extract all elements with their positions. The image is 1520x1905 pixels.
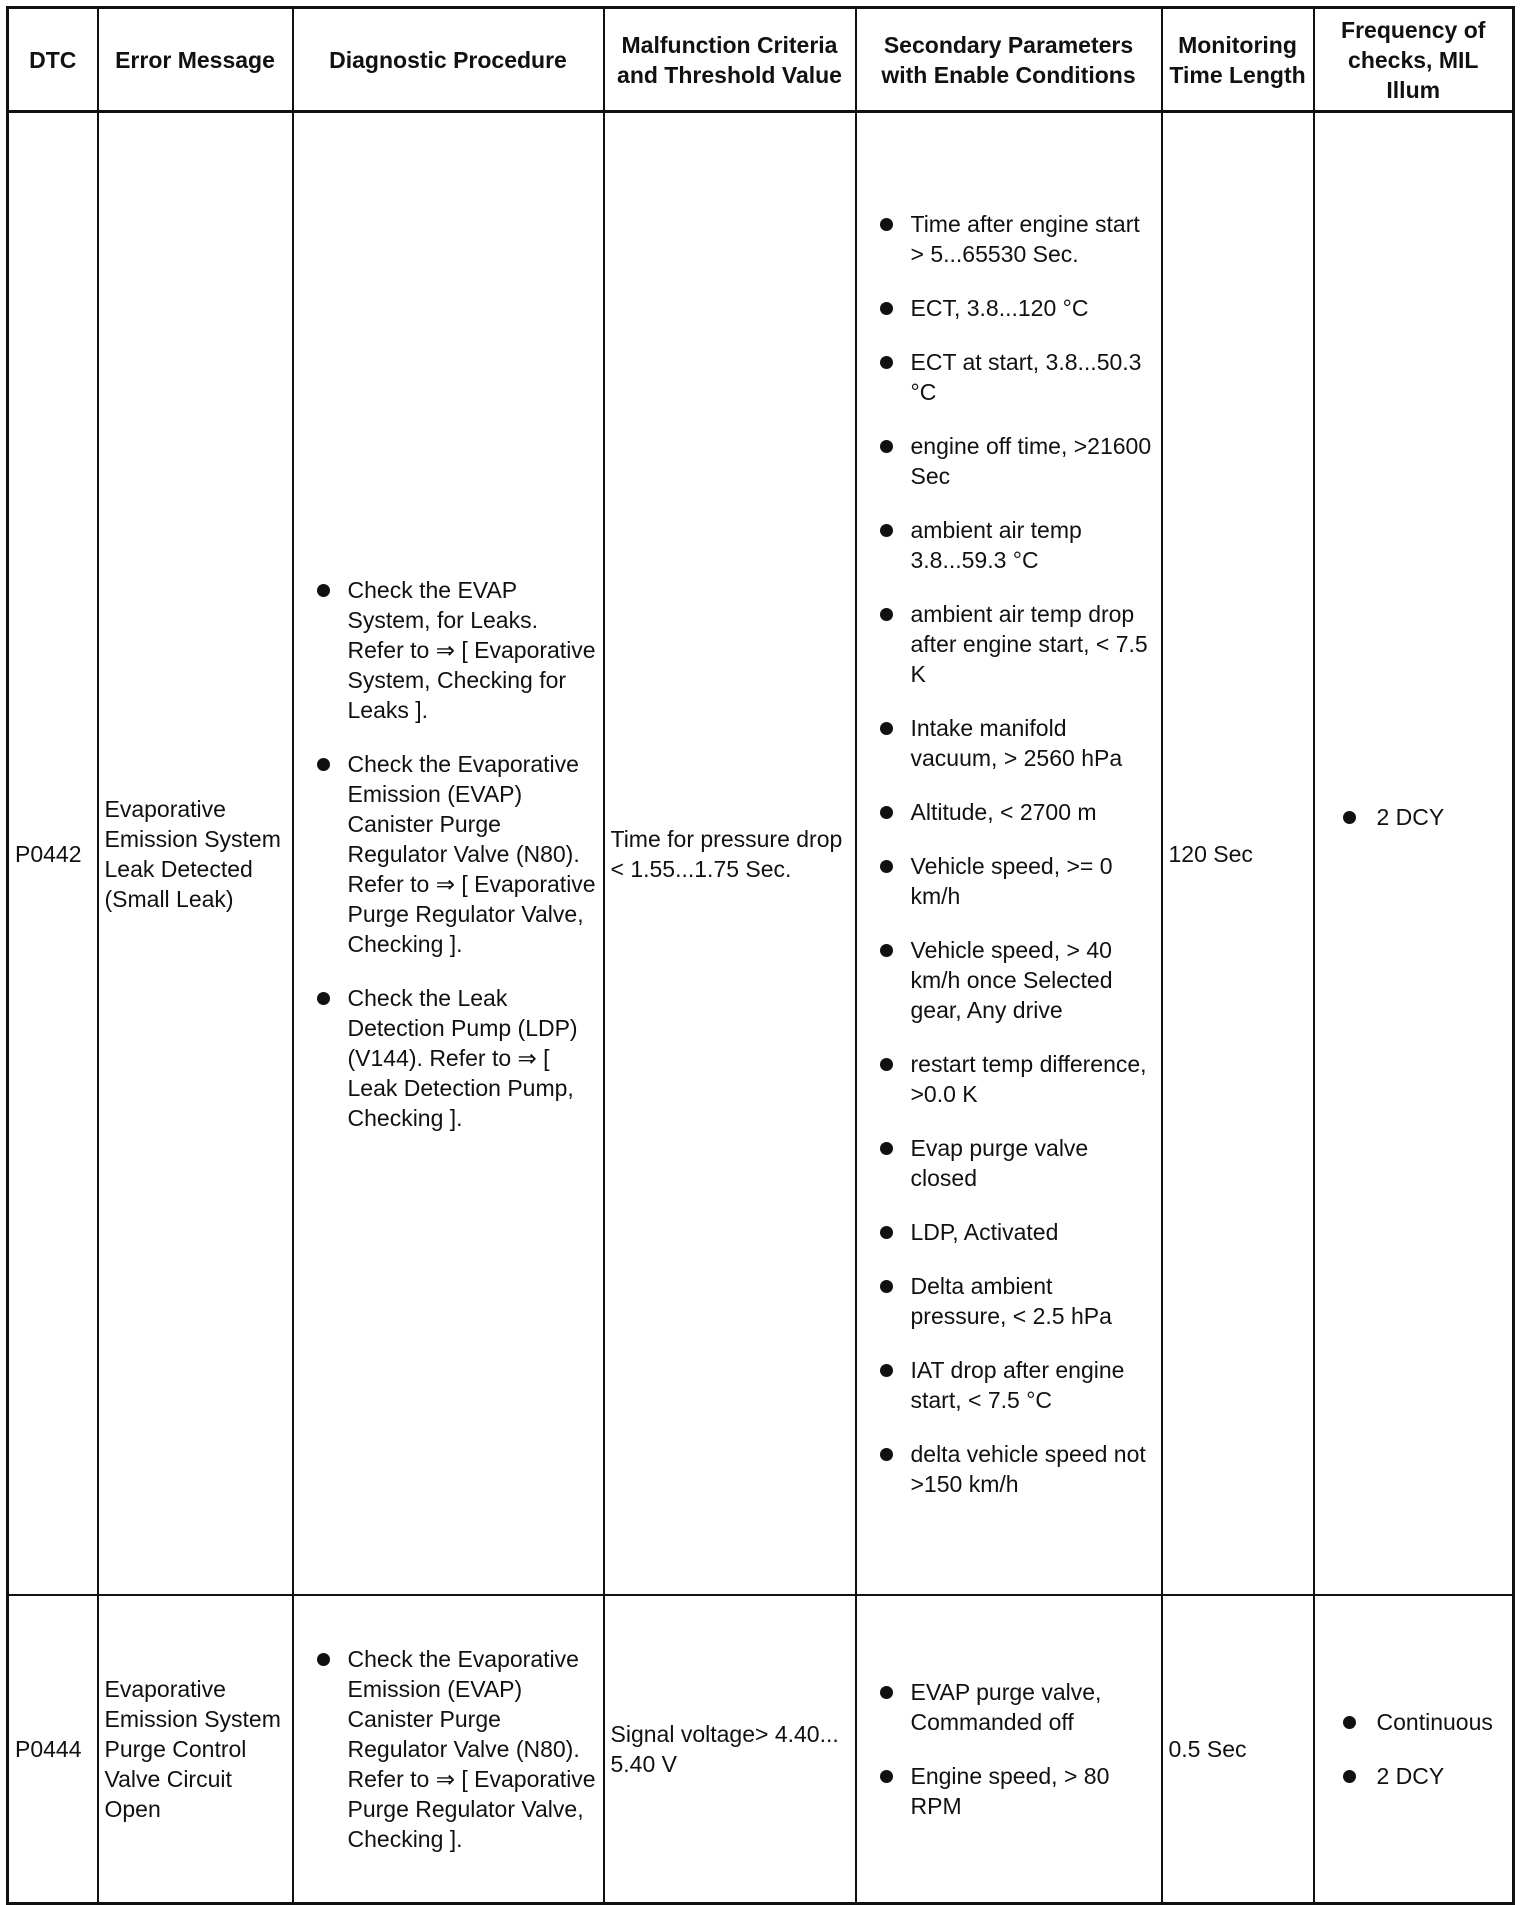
dtc-code: P0442	[8, 112, 98, 1596]
list-item	[863, 1677, 1155, 1737]
list-item	[863, 797, 1155, 827]
bullet-icon	[880, 1058, 893, 1071]
header-secondary-parameters: Secondary Parameters with Enable Conditions	[856, 8, 1162, 112]
bullet-icon	[317, 992, 330, 1005]
header-diagnostic-procedure: Diagnostic Procedure	[293, 8, 604, 112]
bullet-icon	[880, 1448, 893, 1461]
frequency	[1314, 1595, 1514, 1904]
header-frequency: Frequency of checks, MIL Illum	[1314, 8, 1514, 112]
parameter: IAT drop after engine start, < 7.5 °C	[910, 1356, 1125, 1413]
table-row	[8, 1595, 1514, 1904]
list-item	[863, 515, 1155, 575]
bullet-icon	[880, 806, 893, 819]
list-item	[300, 1644, 597, 1854]
parameter: Altitude, < 2700 m	[910, 798, 1097, 825]
frequency-list	[1321, 802, 1507, 832]
malfunction-criteria: Time for pressure drop < 1.55...1.75 Sec.	[604, 112, 856, 1596]
list-item	[300, 749, 597, 959]
monitoring-time: 120 Sec	[1162, 112, 1314, 1596]
parameter: Intake manifold vacuum, > 2560 hPa	[910, 714, 1123, 771]
list-item	[1321, 1707, 1507, 1737]
malfunction-criteria: Signal voltage> 4.40... 5.40 V	[604, 1595, 856, 1904]
bullet-icon	[880, 722, 893, 735]
list-item	[863, 1271, 1155, 1331]
parameter: Engine speed, > 80 RPM	[910, 1763, 1110, 1819]
bullet-icon	[317, 584, 330, 597]
header-monitoring-time: Monitoring Time Length	[1162, 8, 1314, 112]
secondary-parameters	[856, 1595, 1162, 1904]
frequency-value: Continuous	[1376, 1709, 1493, 1735]
bullet-icon	[880, 440, 893, 453]
list-item	[863, 599, 1155, 689]
table-row	[8, 112, 1514, 1596]
list-item	[1321, 802, 1507, 832]
parameter: Vehicle speed, >= 0 km/h	[910, 852, 1113, 909]
parameter: Delta ambient pressure, < 2.5 hPa	[910, 1272, 1112, 1329]
parameter: ambient air temp 3.8...59.3 °C	[910, 516, 1082, 573]
frequency-list	[1321, 1707, 1507, 1791]
secondary-parameters	[856, 112, 1162, 1596]
bullet-icon	[1343, 811, 1356, 824]
bullet-icon	[880, 944, 893, 957]
bullet-icon	[880, 860, 893, 873]
bullet-icon	[880, 524, 893, 537]
diagnostic-step: Check the Evaporative Emission (EVAP) Canister Purge Regulator Valve (N80). Refer to ⇒ [ Evaporative Purge Regulator Valve, Checking ].	[347, 1646, 596, 1852]
list-item	[300, 575, 597, 725]
bullet-icon	[880, 608, 893, 621]
parameter: Evap purge valve closed	[910, 1134, 1089, 1191]
error-message: Evaporative Emission System Purge Control Valve Circuit Open	[98, 1595, 293, 1904]
diagnostic-procedure	[293, 1595, 604, 1904]
bullet-icon	[880, 1770, 893, 1783]
bullet-icon	[317, 1653, 330, 1666]
list-item	[863, 713, 1155, 773]
dtc-table	[6, 6, 1515, 1905]
bullet-icon	[880, 1142, 893, 1155]
dtc-table-container	[6, 6, 1512, 1905]
frequency-value: 2 DCY	[1376, 1763, 1445, 1789]
bullet-icon	[1343, 1716, 1356, 1729]
bullet-icon	[880, 1226, 893, 1239]
monitoring-time: 0.5 Sec	[1162, 1595, 1314, 1904]
parameter: engine off time, >21600 Sec	[910, 432, 1152, 489]
list-item	[863, 1439, 1155, 1499]
parameter: ECT at start, 3.8...50.3 °C	[910, 348, 1142, 405]
diagnostic-step: Check the Evaporative Emission (EVAP) Canister Purge Regulator Valve (N80). Refer to ⇒ [ Evaporative Purge Regulator Valve, Checking ].	[347, 750, 596, 957]
bullet-icon	[880, 302, 893, 315]
list-item	[863, 1217, 1155, 1247]
secondary-parameters-list	[863, 1677, 1155, 1821]
bullet-icon	[317, 758, 330, 771]
list-item	[863, 209, 1155, 269]
parameter: restart temp difference, >0.0 K	[910, 1050, 1147, 1107]
bullet-icon	[1343, 1770, 1356, 1783]
parameter: LDP, Activated	[910, 1218, 1059, 1245]
header-malfunction-criteria: Malfunction Criteria and Threshold Value	[604, 8, 856, 112]
diagnostic-steps-list	[300, 1644, 597, 1854]
parameter: Vehicle speed, > 40 km/h once Selected gear, Any drive	[910, 936, 1113, 1023]
list-item	[863, 851, 1155, 911]
list-item	[863, 431, 1155, 491]
list-item	[863, 1133, 1155, 1193]
parameter: ambient air temp drop after engine start, < 7.5 K	[910, 600, 1148, 687]
bullet-icon	[880, 1364, 893, 1377]
header-dtc: DTC	[8, 8, 98, 112]
list-item	[863, 1049, 1155, 1109]
header-row	[8, 8, 1514, 112]
list-item	[863, 1761, 1155, 1821]
diagnostic-step: Check the EVAP System, for Leaks. Refer to ⇒ [ Evaporative System, Checking for Leaks ].	[347, 576, 596, 723]
list-item	[863, 1355, 1155, 1415]
bullet-icon	[880, 1280, 893, 1293]
header-error-message: Error Message	[98, 8, 293, 112]
list-item	[863, 293, 1155, 323]
frequency	[1314, 112, 1514, 1596]
diagnostic-steps-list	[300, 575, 597, 1133]
diagnostic-step: Check the Leak Detection Pump (LDP) (V144). Refer to ⇒ [ Leak Detection Pump, Checking ].	[347, 984, 578, 1131]
diagnostic-procedure	[293, 112, 604, 1596]
parameter: delta vehicle speed not >150 km/h	[910, 1440, 1146, 1497]
list-item	[863, 347, 1155, 407]
parameter: ECT, 3.8...120 °C	[910, 294, 1089, 321]
dtc-code: P0444	[8, 1595, 98, 1904]
parameter: EVAP purge valve, Commanded off	[910, 1679, 1102, 1735]
bullet-icon	[880, 356, 893, 369]
list-item	[300, 983, 597, 1133]
list-item	[1321, 1761, 1507, 1791]
frequency-value: 2 DCY	[1376, 803, 1445, 830]
bullet-icon	[880, 1686, 893, 1699]
parameter: Time after engine start > 5...65530 Sec.	[910, 210, 1140, 267]
bullet-icon	[880, 218, 893, 231]
list-item	[863, 935, 1155, 1025]
secondary-parameters-list	[863, 209, 1155, 1499]
error-message: Evaporative Emission System Leak Detected (Small Leak)	[98, 112, 293, 1596]
